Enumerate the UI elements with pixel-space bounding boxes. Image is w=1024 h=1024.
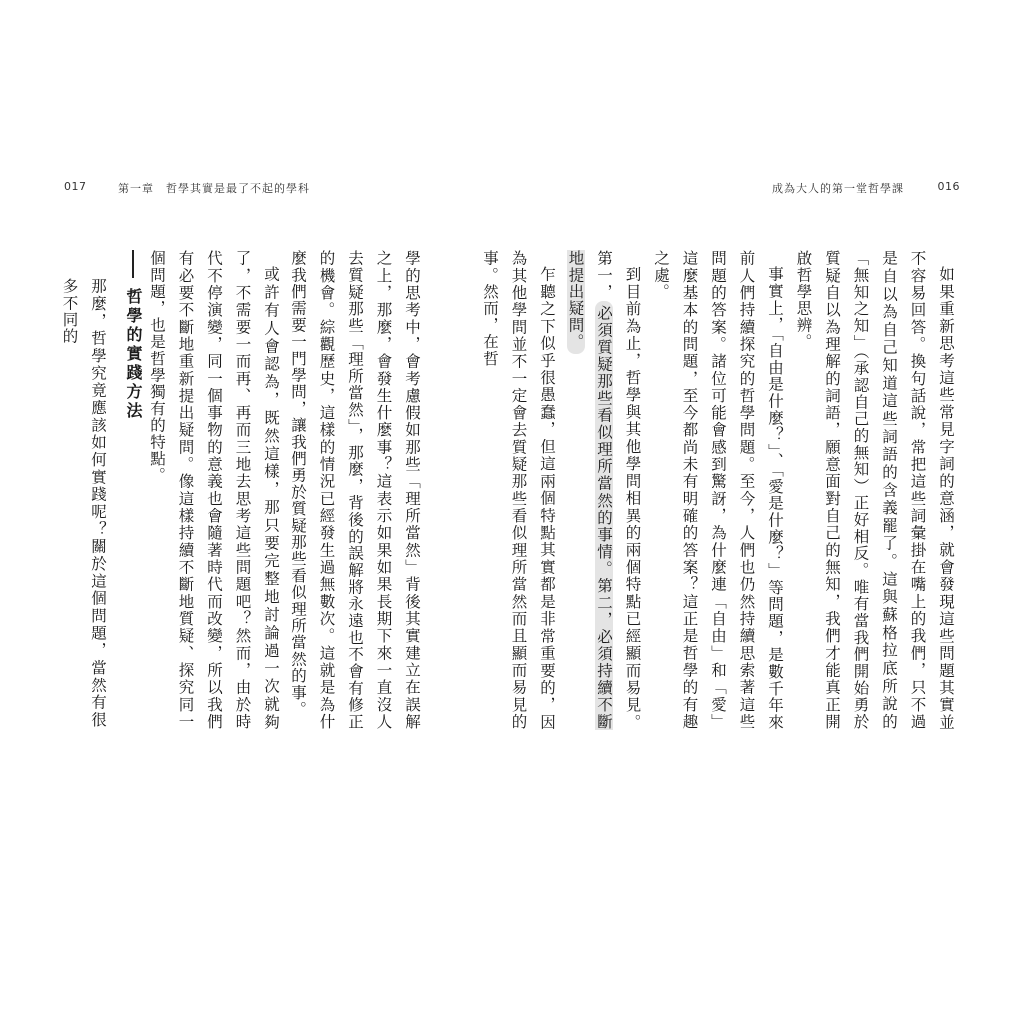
heading-rule bbox=[132, 250, 134, 278]
paragraph: 事實上，「自由是什麼？」、「愛是什麼？」等問題，是數千年來前人們持續探究的哲學問題。至今，人們也仍然持續思索著這些問題的答案。諸位可能會感到驚訝，為什麼連「自由」和「愛」這麼基本的問題，至今都尚未有明確的答案？這正是哲學的有趣之處。 bbox=[652, 250, 784, 730]
right-page-body bbox=[481, 250, 960, 731]
section-heading-text: 哲學的實踐方法 bbox=[124, 288, 143, 421]
section-heading bbox=[116, 250, 150, 450]
paragraph-text: 到目前為止，哲學與其他學問相異的兩個特點已經顯而易見。第一， bbox=[595, 250, 642, 730]
left-page-body-top bbox=[284, 250, 426, 730]
highlighted-text: 必須質疑那些看似理所當然的事情。第二，必須持續不斷地提出疑問。 bbox=[566, 250, 613, 731]
right-page-number: 016 bbox=[937, 180, 960, 193]
left-running-title: 第一章 哲學其實是最了不起的學科 bbox=[118, 182, 310, 195]
paragraph: 或許有人會認為，既然這樣，那只要完整地討論過一次就夠了，不需要一而再、再而三地去思考這些問題吧？然而，由於時代不停演變，同一個事物的意義也會隨著時代而改變，所以我們有必要不斷地重新提出疑問。像這樣持續不斷地質疑、探究同一個問題，也是哲學獨有的特點。 bbox=[148, 250, 280, 730]
left-page-number: 017 bbox=[64, 180, 87, 193]
paragraph bbox=[561, 250, 647, 730]
left-page-body-bottom bbox=[148, 250, 285, 730]
left-page-body-tail bbox=[60, 278, 112, 728]
paragraph: 那麼，哲學究竟應該如何實踐呢？關於這個問題，當然有很多不同的 bbox=[60, 278, 107, 728]
paragraph: 如果重新思考這些常見字詞的意涵，就會發現這些問題其實並不容易回答。換句話說，常把這些詞彙掛在嘴上的我們，只不過是自以為自己知道這些詞語的含義罷了。這與蘇格拉底所說的「無知之知」（承認自己的無知）正好相反。唯有當我們開始勇於質疑自以為理解的詞語，願意面對自己的無知，我們才能真正開啟哲學思辨。 bbox=[794, 250, 955, 730]
paragraph: 學的思考中，會考慮假如那些「理所當然」背後其實建立在誤解之上，那麼，會發生什麼事？這表示如果如果長期下來一直沒人去質疑那些「理所當然」，那麼，背後的誤解將永遠也不會有修正的機會。綜觀歷史，這樣的情況已經發生過無數次。這就是為什麼我們需要一門學問，讓我們勇於質疑那些看似理所當然的事。 bbox=[289, 250, 421, 730]
paragraph: 乍聽之下似乎很愚蠢，但這兩個特點其實都是非常重要的，因為其他學問並不一定會去質疑那些看似理所當然而且顯而易見的事。然而，在哲 bbox=[481, 250, 556, 730]
right-running-title: 成為大人的第一堂哲學課 bbox=[772, 182, 904, 195]
